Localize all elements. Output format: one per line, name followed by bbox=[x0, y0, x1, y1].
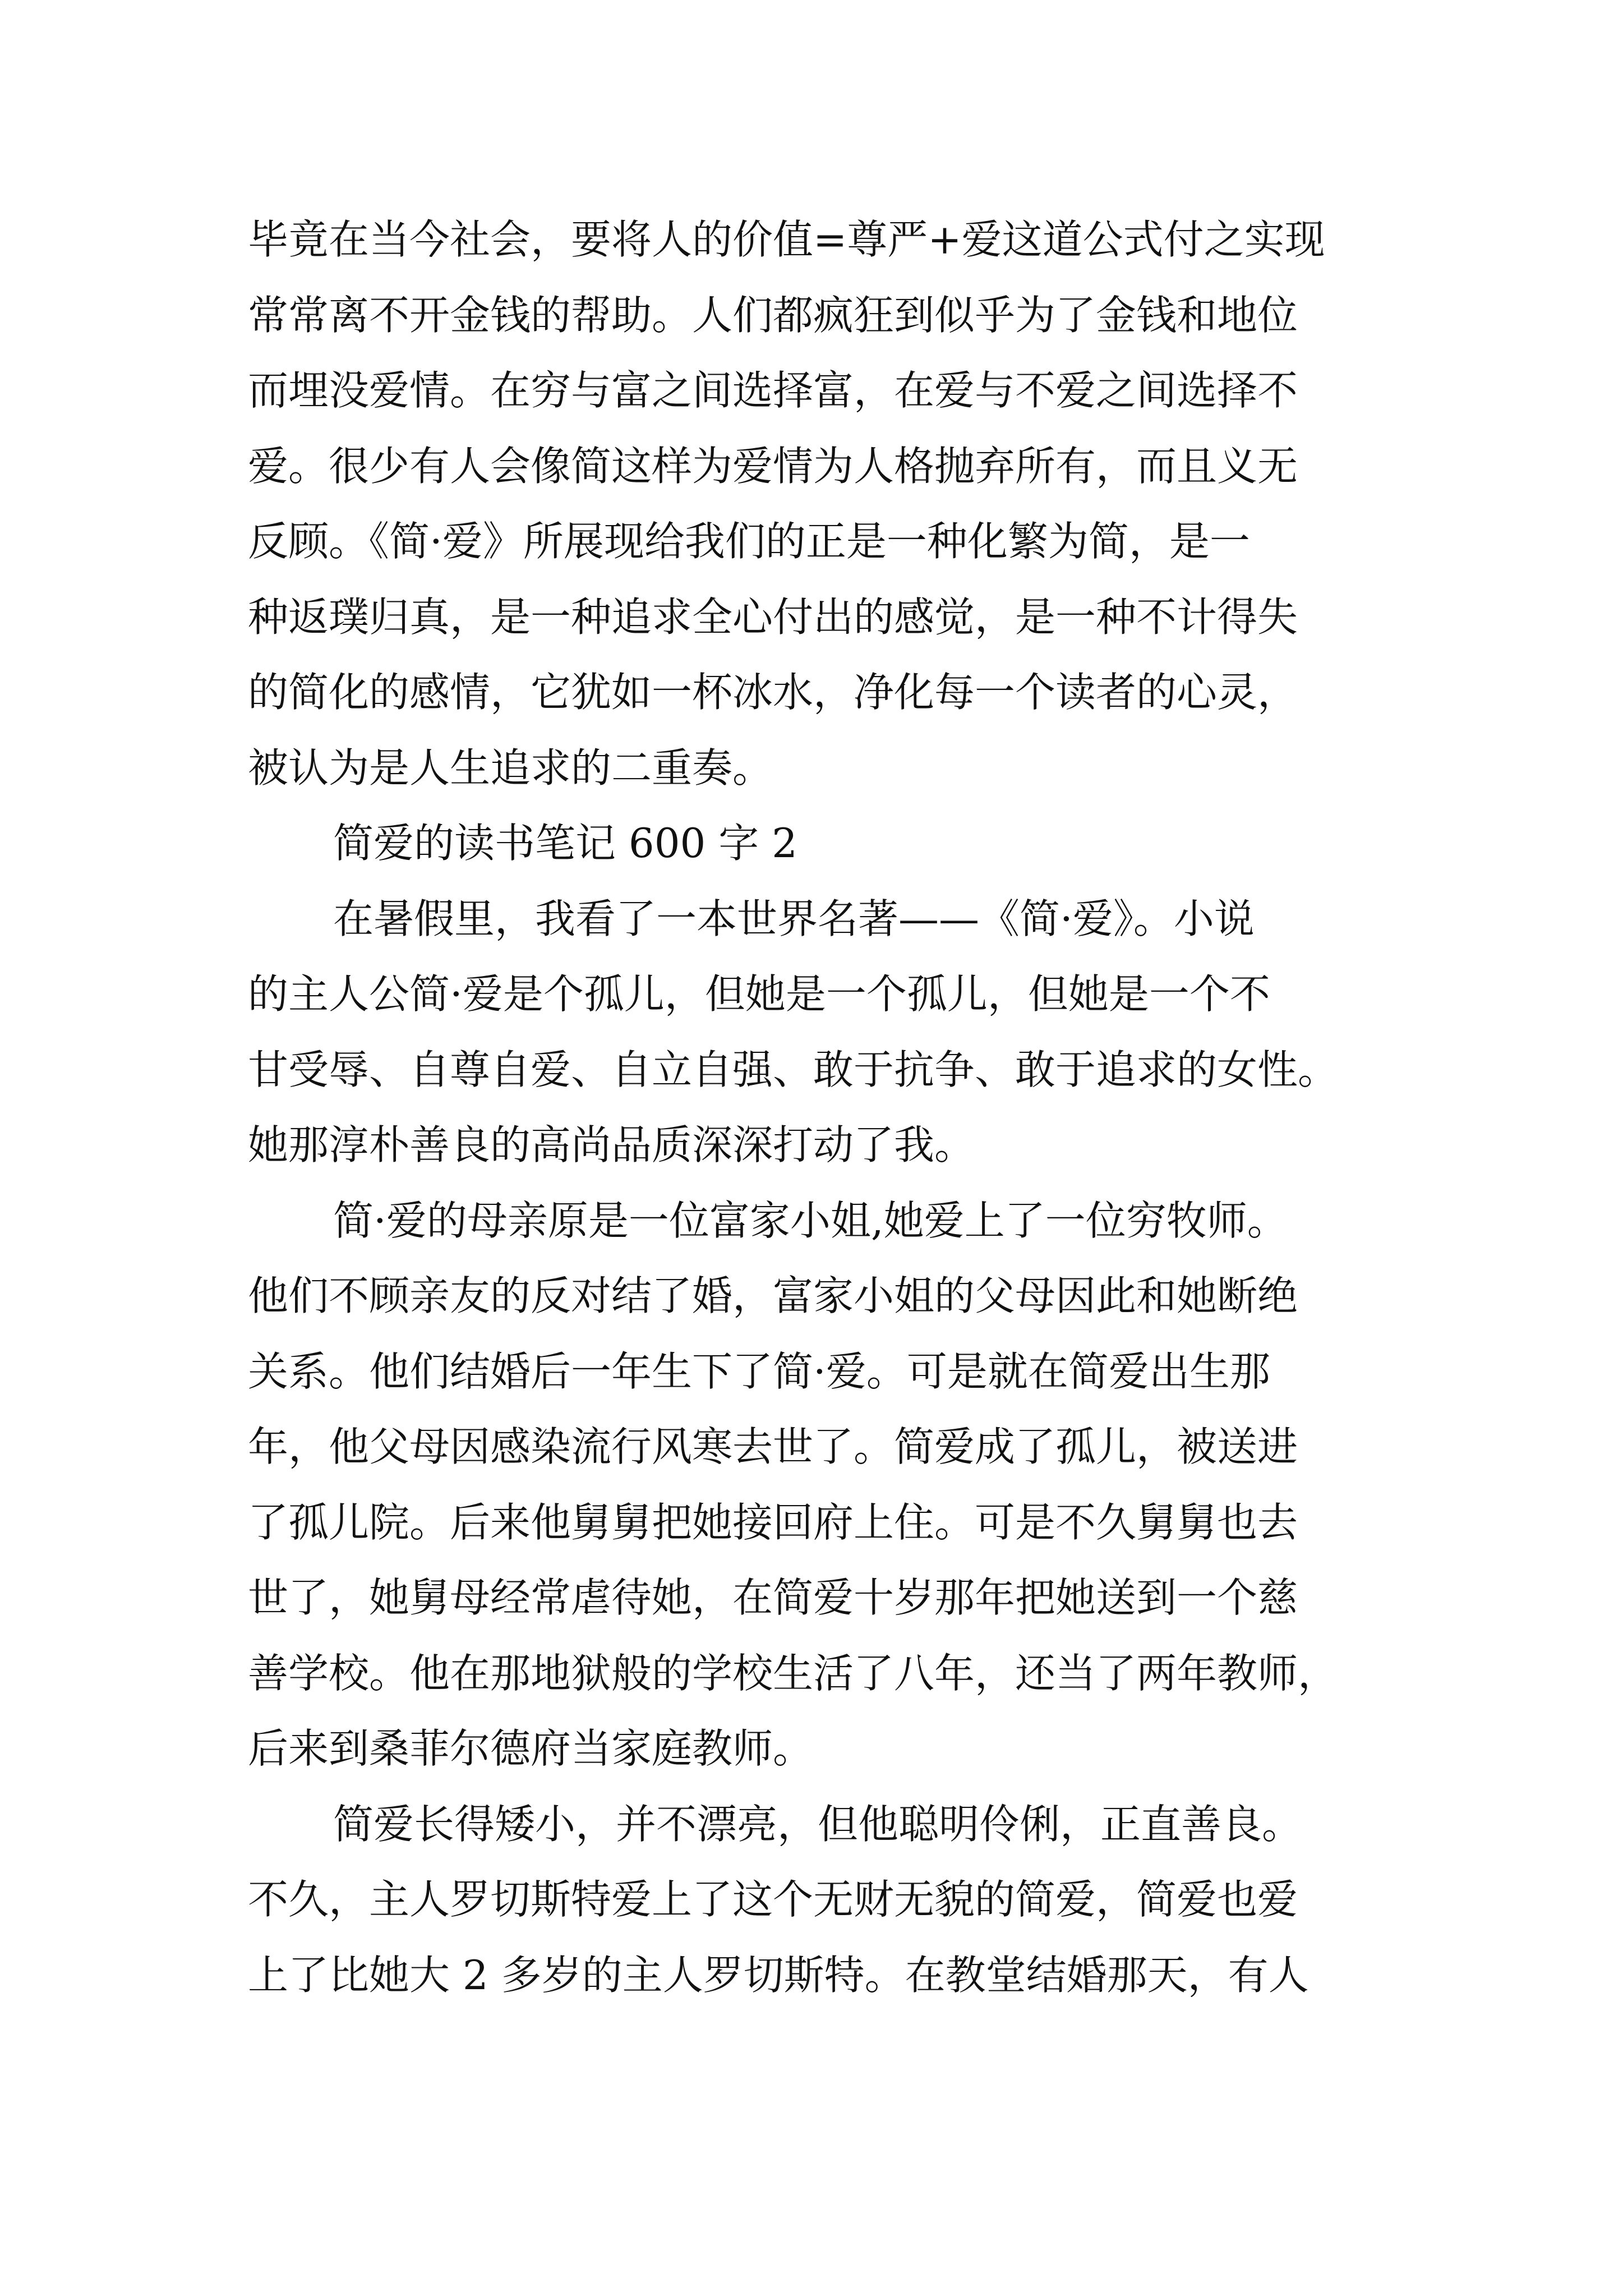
text-line: 而埋没爱情。在穷与富之间选择富，在爱与不爱之间选择不 bbox=[248, 367, 1298, 414]
text-line: 善学校。他在那地狱般的学校生活了八年，还当了两年教师， bbox=[248, 1649, 1339, 1697]
text-line: 她那淳朴善良的高尚品质深深打动了我。 bbox=[248, 1121, 975, 1168]
text-line: 关系。他们结婚后一年生下了简·爱。可是就在简爱出生那 bbox=[248, 1347, 1270, 1395]
text-line: 反顾。《简·爱》所展现给我们的正是一种化繁为简，是一 bbox=[248, 518, 1250, 565]
text-line: 的简化的感情，它犹如一杯冰水，净化每一个读者的心灵， bbox=[248, 669, 1298, 716]
text-line: 的主人公简·爱是个孤儿，但她是一个孤儿，但她是一个不 bbox=[248, 970, 1270, 1018]
text-line: 上了比她大 2 多岁的主人罗切斯特。在教堂结婚那天，有人 bbox=[248, 1951, 1309, 1999]
text-line: 简爱长得矮小，并不漂亮，但他聪明伶俐，正直善良。 bbox=[333, 1800, 1303, 1848]
text-line: 常常离不开金钱的帮助。人们都疯狂到似乎为了金钱和地位 bbox=[248, 291, 1298, 339]
text-line: 不久，主人罗切斯特爱上了这个无财无貌的简爱，简爱也爱 bbox=[248, 1876, 1298, 1923]
text-line: 年，他父母因感染流行风寒去世了。简爱成了孤儿，被送进 bbox=[248, 1423, 1298, 1470]
text-line: 被认为是人生追求的二重奏。 bbox=[248, 744, 773, 792]
text-line: 爱。很少有人会像简这样为爱情为人格抛弃所有，而且义无 bbox=[248, 442, 1298, 490]
text-line: 毕竟在当今社会，要将人的价值=尊严+爱这道公式付之实现 bbox=[248, 216, 1325, 263]
text-line: 后来到桑菲尔德府当家庭教师。 bbox=[248, 1725, 814, 1772]
document-body bbox=[248, 202, 1398, 2013]
text-line: 他们不顾亲友的反对结了婚，富家小姐的父母因此和她断绝 bbox=[248, 1272, 1298, 1319]
text-line: 了孤儿院。后来他舅舅把她接回府上住。可是不久舅舅也去 bbox=[248, 1498, 1298, 1546]
text-line: 世了，她舅母经常虐待她，在简爱十岁那年把她送到一个慈 bbox=[248, 1574, 1298, 1621]
section-heading: 简爱的读书笔记 600 字 2 bbox=[333, 820, 797, 867]
text-line: 种返璞归真，是一种追求全心付出的感觉，是一种不计得失 bbox=[248, 593, 1298, 641]
text-line: 在暑假里，我看了一本世界名著——《简·爱》。小说 bbox=[333, 895, 1255, 942]
text-line: 甘受辱、自尊自爱、自立自强、敢于抗争、敢于追求的女性。 bbox=[248, 1046, 1339, 1093]
text-line: 简·爱的母亲原是一位富家小姐,她爱上了一位穷牧师。 bbox=[333, 1197, 1288, 1244]
